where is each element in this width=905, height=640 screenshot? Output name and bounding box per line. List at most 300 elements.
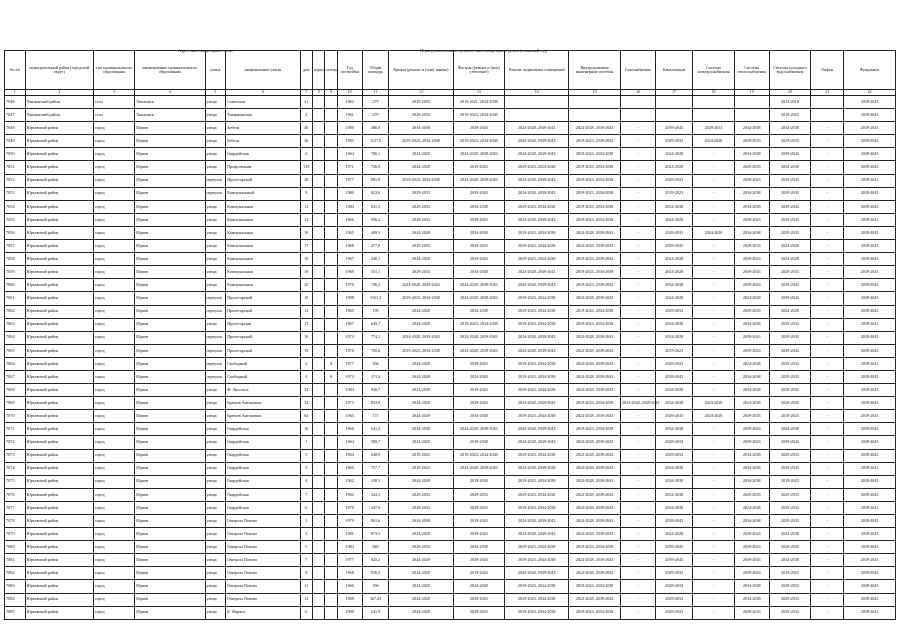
column-header: наименование муниципального образования [135, 51, 205, 90]
cell-sn: Генерала Попова [226, 515, 300, 528]
cell-f: 2034-2038 [453, 305, 505, 318]
cell-mo: Юрьев [135, 148, 205, 161]
cell-tp: город [93, 370, 134, 383]
cell-vn: 2024-2028, 2039-2043 [569, 370, 621, 383]
cell-f: 2024-2028, 2039-2043 [453, 148, 505, 161]
cell-st: улица [205, 410, 226, 423]
cell-l [325, 266, 337, 279]
cell-hv: 2019-2023 [769, 567, 810, 580]
cell-sn: Генерала Попова [226, 528, 300, 541]
cell-st: переулок [205, 292, 226, 305]
cell-g: - [620, 213, 655, 226]
cell-l [325, 240, 337, 253]
cell-k [313, 161, 325, 174]
cell-lf: - [811, 436, 844, 449]
cell-sn: Коммунальная [226, 226, 300, 239]
cell-tep: 2034-2038 [734, 148, 769, 161]
cell-hv: 2034-2038 [769, 161, 810, 174]
cell-fd: 2039-2043 [844, 357, 896, 370]
capital-repair-table [4, 50, 896, 620]
cell-y: 1988 [337, 292, 362, 305]
cell-vn: 2024-2028, 2039-2043 [569, 593, 621, 606]
cell-tep [734, 96, 769, 109]
cell-k [313, 515, 325, 528]
cell-sn: Пролетарская [226, 318, 300, 331]
cell-tep: 2024-2028 [734, 292, 769, 305]
cell-n: 7078 [5, 515, 26, 528]
cell-hv: 2029-2033 [769, 187, 810, 200]
cell-a: 786,1 [362, 148, 389, 161]
cell-hv: 2019-2023 [769, 410, 810, 423]
cell-st: улица [205, 580, 226, 593]
column-header: корпус [313, 51, 325, 90]
cell-tep: 2039-2043 [734, 174, 769, 187]
table-row [5, 161, 896, 174]
cell-mo: Юрьев [135, 475, 205, 488]
cell-dist: Юрьевский район [25, 161, 93, 174]
cell-kan: 2029-2033 [656, 357, 693, 370]
cell-kr: 2019-2023, 2034-2038 [389, 292, 453, 305]
cell-fd: 2039-2043 [844, 580, 896, 593]
cell-lf: - [811, 122, 844, 135]
cell-hv: 2039-2043 [769, 174, 810, 187]
cell-mo: Юрьев [135, 226, 205, 239]
cell-fd: 2039-2043 [844, 370, 896, 383]
cell-mo: Юрьев [135, 357, 205, 370]
cell-a: 241,9 [362, 606, 389, 619]
cell-tp: город [93, 135, 134, 148]
cell-dist: Юрьевский район [25, 554, 93, 567]
cell-kr: 2024-2028 [389, 161, 453, 174]
cell-el: 2024-2028 [693, 397, 734, 410]
cell-n: 7084 [5, 593, 26, 606]
cell-lf: - [811, 554, 844, 567]
cell-kr: 2024-2028 [389, 606, 453, 619]
column-header: Общая площадь [362, 51, 389, 90]
cell-tp: город [93, 423, 134, 436]
cell-kr: 2024-2028 [389, 528, 453, 541]
cell-k [313, 593, 325, 606]
cell-st: улица [205, 96, 226, 109]
cell-sn: Гвардейская [226, 436, 300, 449]
cell-el: - [693, 200, 734, 213]
cell-h: 40 [300, 122, 312, 135]
cell-h: 2 [300, 148, 312, 161]
cell-kr: 2019-2023, 2034-2038 [389, 135, 453, 148]
cell-hv: 2034-2038 [769, 423, 810, 436]
cell-kan: 2024-2028 [656, 253, 693, 266]
cell-kan: 2029-2033 [656, 580, 693, 593]
cell-l [325, 96, 337, 109]
cell-sn: Гвардейская [226, 475, 300, 488]
cell-kr: 2024-2028, 2039-2043 [389, 279, 453, 292]
cell-y: 1977 [337, 174, 362, 187]
cell-rp: 2024-2028, 2039-2043 [505, 279, 569, 292]
cell-l [325, 292, 337, 305]
cell-kr: 2019-2023, 2034-2038 [389, 174, 453, 187]
cell-k [313, 135, 325, 148]
cell-hv: 2019-2023 [769, 109, 810, 122]
cell-y: 1966 [337, 580, 362, 593]
cell-fd: 2039-2043 [844, 292, 896, 305]
cell-rp: 2019-2023, 2034-2038 [505, 410, 569, 423]
cell-lf: - [811, 318, 844, 331]
cell-el: 2024-2028 [693, 226, 734, 239]
cell-l [325, 213, 337, 226]
cell-h: 2 [300, 357, 312, 370]
cell-g: - [620, 541, 655, 554]
cell-hv: 2029-2033 [769, 331, 810, 344]
table-row [5, 148, 896, 161]
cell-l [325, 187, 337, 200]
cell-sn: Братьев Антоновых [226, 410, 300, 423]
cell-g: - [620, 318, 655, 331]
cell-y: 1970 [337, 501, 362, 514]
table-row [5, 397, 896, 410]
cell-h: 1 [300, 515, 312, 528]
cell-hv: 2029-2033 [769, 488, 810, 501]
cell-tep: 2034-2038 [734, 475, 769, 488]
cell-st: переулок [205, 305, 226, 318]
cell-sn: Гвардейская [226, 449, 300, 462]
cell-fd: 2039-2043 [844, 344, 896, 357]
cell-k [313, 96, 325, 109]
cell-kan: 2029-2033 [656, 305, 693, 318]
cell-g: - [620, 200, 655, 213]
cell-g: - [620, 501, 655, 514]
cell-lf: - [811, 449, 844, 462]
cell-kan [656, 96, 693, 109]
cell-tp: город [93, 200, 134, 213]
cell-hv: 2039-2043 [769, 213, 810, 226]
cell-g: - [620, 253, 655, 266]
column-number: 15 [569, 90, 621, 96]
cell-a: 1127,9 [362, 135, 389, 148]
cell-y: 1962 [337, 96, 362, 109]
cell-el: - [693, 554, 734, 567]
table-row [5, 344, 896, 357]
cell-h: 32 [300, 397, 312, 410]
cell-hv: 2039-2043 [769, 292, 810, 305]
column-header: тип муниципального образования [93, 51, 134, 90]
cell-f: 2024-2028, 2039-2043 [453, 423, 505, 436]
cell-rp: 2024-2028, 2039-2043 [505, 122, 569, 135]
cell-tep: 2034-2038 [734, 318, 769, 331]
cell-lf: - [811, 200, 844, 213]
cell-a: 873,5 [362, 528, 389, 541]
cell-n: 7083 [5, 580, 26, 593]
cell-lf: - [811, 397, 844, 410]
cell-lf: - [811, 515, 844, 528]
table-row [5, 593, 896, 606]
cell-kan: 2039-2043 [656, 122, 693, 135]
cell-sn: Пролетарский [226, 292, 300, 305]
cell-lf: - [811, 174, 844, 187]
cell-h: 26 [300, 135, 312, 148]
cell-h: 6 [300, 606, 312, 619]
column-header: наименование улицы [226, 51, 300, 90]
column-header: № п/п [5, 51, 26, 90]
cell-tp: город [93, 331, 134, 344]
cell-sn: Коммунальная [226, 240, 300, 253]
cell-rp: 2024-2028, 2039-2043 [505, 423, 569, 436]
cell-mo: Юрьев [135, 187, 205, 200]
cell-tep: 2034-2038 [734, 200, 769, 213]
cell-kr: 2029-2033 [389, 187, 453, 200]
cell-h: 32 [300, 384, 312, 397]
cell-tp: город [93, 488, 134, 501]
cell-h: 7 [300, 554, 312, 567]
cell-kr: 2029-2033 [389, 501, 453, 514]
table-row [5, 122, 896, 135]
cell-kan: 2039-2043 [656, 240, 693, 253]
cell-rp: 2019-2023, 2034-2038 [505, 292, 569, 305]
table-row [5, 554, 896, 567]
cell-vn: 2024-2028, 2039-2043 [569, 449, 621, 462]
cell-g: - [620, 174, 655, 187]
cell-kan: 2024-2028 [656, 331, 693, 344]
cell-fd: 2039-2043 [844, 488, 896, 501]
table-row [5, 253, 896, 266]
cell-h: 6 [300, 501, 312, 514]
cell-fd: 2039-2043 [844, 410, 896, 423]
cell-kr: 2024-2028 [389, 554, 453, 567]
cell-kr: 2024-2028, 2039-2043 [389, 331, 453, 344]
cell-st: улица [205, 515, 226, 528]
cell-kan: 2039-2043 [656, 541, 693, 554]
cell-kr: 2019-2023 [389, 462, 453, 475]
cell-h: 16 [300, 331, 312, 344]
cell-g: - [620, 292, 655, 305]
cell-st: улица [205, 528, 226, 541]
cell-k [313, 475, 325, 488]
table-row [5, 292, 896, 305]
column-header: Фасады (ремонт и (или) утепление) [453, 51, 505, 90]
cell-sn: Пролетарский [226, 305, 300, 318]
cell-tep [734, 109, 769, 122]
cell-g: - [620, 593, 655, 606]
cell-mo: Юрьев [135, 292, 205, 305]
cell-y: 1974 [337, 370, 362, 383]
cell-kr: 2024-2028 [389, 148, 453, 161]
cell-rp: 2024-2028, 2039-2043 [505, 436, 569, 449]
cell-mo: Юрьев [135, 266, 205, 279]
cell-n: 7051 [5, 161, 26, 174]
cell-sn: Генерала Попова [226, 593, 300, 606]
cell-h: 18 [300, 253, 312, 266]
cell-k [313, 462, 325, 475]
cell-st: улица [205, 266, 226, 279]
cell-lf: - [811, 580, 844, 593]
cell-h: 3 [300, 528, 312, 541]
cell-el: - [693, 344, 734, 357]
cell-hv: 2029-2033 [769, 593, 810, 606]
cell-fd: 2039-2043 [844, 515, 896, 528]
cell-l [325, 122, 337, 135]
cell-sn: Бебеля [226, 122, 300, 135]
cell-kr: 2029-2033 [389, 109, 453, 122]
cell-fd: 2039-2043 [844, 331, 896, 344]
cell-st: улица [205, 135, 226, 148]
cell-el: 2029-2033 [693, 122, 734, 135]
cell-tep: 2039-2043 [734, 253, 769, 266]
cell-rp: 2019-2023, 2034-2038 [505, 580, 569, 593]
cell-tep: 2024-2028 [734, 397, 769, 410]
cell-kan: 2034-2038 [656, 397, 693, 410]
cell-l [325, 318, 337, 331]
cell-dist: Юрьевский район [25, 135, 93, 148]
cell-tp: город [93, 174, 134, 187]
cell-kr: 2034-2038 [389, 423, 453, 436]
cell-rp: 2019-2023, 2034-2038 [505, 593, 569, 606]
cell-l [325, 305, 337, 318]
cell-h: 3 [300, 462, 312, 475]
cell-h: 7 [300, 488, 312, 501]
cell-lf: - [811, 528, 844, 541]
cell-a: 171 [362, 410, 389, 423]
cell-f: 2029-2033 [453, 606, 505, 619]
cell-tp: город [93, 357, 134, 370]
cell-rp: 2019-2023, 2034-2038 [505, 200, 569, 213]
cell-n: 7070 [5, 410, 26, 423]
table-row [5, 357, 896, 370]
cell-rp: 2019-2023, 2034-2038 [505, 370, 569, 383]
column-number: 9 [325, 90, 337, 96]
cell-a: 394 [362, 357, 389, 370]
cell-a: 861,6 [362, 515, 389, 528]
cell-k [313, 370, 325, 383]
cell-a: 580,7 [362, 436, 389, 449]
cell-y: 1969 [337, 266, 362, 279]
cell-a: 706,2 [362, 279, 389, 292]
cell-dist: Юрьевский район [25, 488, 93, 501]
cell-g: - [620, 436, 655, 449]
cell-el: - [693, 253, 734, 266]
cell-y: 1984 [337, 541, 362, 554]
cell-el [693, 109, 734, 122]
cell-hv: 2034-2038 [769, 122, 810, 135]
cell-h: 19 [300, 344, 312, 357]
cell-hv: 2029-2033 [769, 226, 810, 239]
column-number: 18 [693, 90, 734, 96]
cell-f: 2024-2028, 2039-2043 [453, 344, 505, 357]
cell-f: 2039-2043 [453, 122, 505, 135]
cell-dist: Юрьевский район [25, 567, 93, 580]
cell-lf: - [811, 593, 844, 606]
cell-kan: 2024-2028 [656, 528, 693, 541]
cell-dist: Юрьевский район [25, 200, 93, 213]
cell-k [313, 318, 325, 331]
cell-hv: 2039-2043 [769, 200, 810, 213]
table-row [5, 174, 896, 187]
cell-k [313, 240, 325, 253]
cell-f: 2034-2038 [453, 541, 505, 554]
cell-g: - [620, 279, 655, 292]
cell-vn: 2024-2028, 2039-2043 [569, 462, 621, 475]
cell-g: - [620, 135, 655, 148]
cell-st: переулок [205, 187, 226, 200]
cell-rp: 2019-2023, 2034-2038 [505, 357, 569, 370]
cell-a: 344,3 [362, 488, 389, 501]
cell-mo: Юрьев [135, 541, 205, 554]
cell-kan: 2019-2023 [656, 187, 693, 200]
cell-h: 64 [300, 410, 312, 423]
cell-el: - [693, 475, 734, 488]
cell-vn: 2024-2028, 2039-2043 [569, 292, 621, 305]
cell-hv: 2029-2033 [769, 266, 810, 279]
cell-st: улица [205, 436, 226, 449]
cell-fd: 2039-2043 [844, 279, 896, 292]
cell-kr: 2029-2033 [389, 541, 453, 554]
cell-el: - [693, 370, 734, 383]
cell-y: 1962 [337, 475, 362, 488]
table-row [5, 384, 896, 397]
cell-h: 1 [300, 436, 312, 449]
cell-k [313, 436, 325, 449]
cell-dist: Юрьевский район [25, 370, 93, 383]
cell-kr: 2024-2028 [389, 357, 453, 370]
table-row [5, 436, 896, 449]
cell-mo: Юрьев [135, 515, 205, 528]
cell-k [313, 501, 325, 514]
cell-l [325, 384, 337, 397]
cell-fd: 2039-2043 [844, 567, 896, 580]
cell-dist: Хвалынский район [25, 96, 93, 109]
cell-el: - [693, 266, 734, 279]
cell-a: 367,43 [362, 593, 389, 606]
cell-tp: село [93, 109, 134, 122]
cell-kr: 2024-2028 [389, 593, 453, 606]
cell-vn: 2019-2023, 2034-2038 [569, 606, 621, 619]
cell-dist: Юрьевский район [25, 305, 93, 318]
cell-sn: Коммунальный [226, 187, 300, 200]
column-number: 21 [811, 90, 844, 96]
column-header: Ремонт подвальных помещений [505, 51, 569, 90]
cell-tep: 2029-2033 [734, 305, 769, 318]
cell-fd: 2039-2043 [844, 109, 896, 122]
cell-y: 1969 [337, 593, 362, 606]
cell-hv: 2039-2043 [769, 344, 810, 357]
cell-lf: - [811, 344, 844, 357]
cell-g: - [620, 475, 655, 488]
cell-kan: 2029-2033 [656, 174, 693, 187]
cell-tep: 2029-2033 [734, 240, 769, 253]
cell-rp: 2024-2028, 2039-2043 [505, 187, 569, 200]
cell-kr: 2024-2028 [389, 253, 453, 266]
cell-y: 1976 [337, 344, 362, 357]
cell-vn: 2024-2028, 2039-2043 [569, 410, 621, 423]
cell-n: 7064 [5, 331, 26, 344]
cell-tep: 2039-2043 [734, 528, 769, 541]
cell-hv: 2029-2033 [769, 357, 810, 370]
table-row [5, 305, 896, 318]
cell-h: 10 [300, 423, 312, 436]
cell-kr: 2024-2028 [389, 567, 453, 580]
cell-sn: Свободный [226, 357, 300, 370]
cell-k [313, 213, 325, 226]
cell-g: - [620, 240, 655, 253]
cell-fd: 2039-2043 [844, 253, 896, 266]
cell-a: 279 [362, 109, 389, 122]
cell-kan: 2034-2038 [656, 200, 693, 213]
cell-g: - [620, 331, 655, 344]
cell-el: 2024-2028 [693, 135, 734, 148]
cell-g: - [620, 606, 655, 619]
cell-h: 4 [300, 475, 312, 488]
cell-tep: 2029-2033 [734, 135, 769, 148]
cell-h: 13 [300, 305, 312, 318]
cell-y: 1984 [337, 384, 362, 397]
